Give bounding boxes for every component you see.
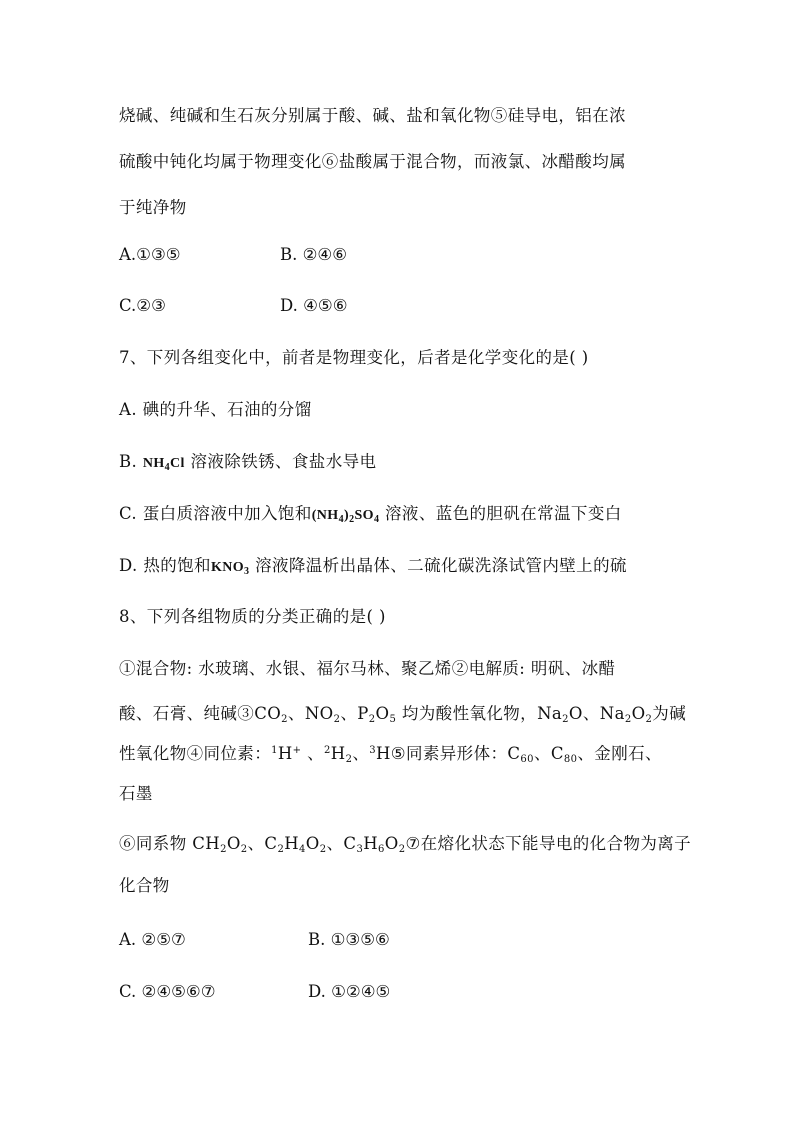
q7-option-b-text: 溶液除铁锈、食盐水导电 xyxy=(184,452,377,471)
q7-option-d-text: 溶液降温析出晶体、二硫化碳洗涤试管内壁上的硫 xyxy=(249,556,627,575)
q7-option-d-prefix: D. 热的饱和 xyxy=(119,556,211,575)
kno3-formula: $KNO_3$ xyxy=(210,560,250,577)
q8-option-c: C. ②④⑤⑥⑦ xyxy=(119,982,216,1001)
q7-option-a: A. 碘的升华、石油的分馏 xyxy=(119,400,312,419)
q6-option-d: D. ④⑤⑥ xyxy=(280,296,348,315)
q8-statement-line-1: ①混合物: 水玻璃、水银、福尔马林、聚乙烯②电解质: 明矾、冰醋 xyxy=(119,659,616,678)
q6-option-a: A.①③⑤ xyxy=(119,245,181,264)
q7-stem: 7、下列各组变化中，前者是物理变化，后者是化学变化的是( ) xyxy=(119,348,589,367)
q8-option-b: B. ①③⑤⑥ xyxy=(308,930,390,949)
q8-statement-line-6: 化合物 xyxy=(119,876,170,895)
q7-option-c-text: 溶液、蓝色的胆矾在常温下变白 xyxy=(379,504,622,523)
q8-option-a: A. ②⑤⑦ xyxy=(119,930,186,949)
q7-option-d xyxy=(119,554,627,580)
ammonium-sulfate-formula: $(NH_4)_2SO_4$ xyxy=(311,508,380,525)
q7-option-c-prefix: C. 蛋白质溶液中加入饱和 xyxy=(119,504,312,523)
prev-question-line-2: 硫酸中钝化均属于物理变化⑥盐酸属于混合物，而液氯、冰醋酸均属 xyxy=(119,152,626,171)
q7-option-b xyxy=(119,450,376,476)
nh4cl-formula: $NH_4Cl$ xyxy=(142,456,185,473)
q8-statement-line-4: 石墨 xyxy=(119,784,153,803)
q8-statement-line-5: ⑥同系物 $CH_2O_2$、$C_2H_4O_2$、$C_3H_6O_2⑦$在熔化状态下能导电的化合物为离子 xyxy=(119,834,692,855)
prev-question-line-3: 于纯净物 xyxy=(119,198,187,217)
q6-option-b: B. ②④⑥ xyxy=(280,245,347,264)
q8-statement-line-3: 性氧化物④同位素：$^1$H+ 、$^2H_2$、$^3$H⑤同素异形体：$C_{60}$、$C_{80}$、金刚石、 xyxy=(119,744,662,765)
q8-option-d: D. ①②④⑤ xyxy=(308,982,391,1001)
q8-statement-line-2: 酸、石膏、纯碱$③CO_2$、$NO_2$、$P_2O_5$ 均为酸性氧化物，$Na_2O$、$Na_2O_2$为碱 xyxy=(119,704,687,725)
q6-option-c: C.②③ xyxy=(119,296,166,315)
q8-stem: 8、下列各组物质的分类正确的是( ) xyxy=(119,607,386,626)
q7-option-c xyxy=(119,502,622,528)
q7-option-b-prefix: B. xyxy=(119,452,143,471)
prev-question-line-1: 烧碱、纯碱和生石灰分别属于酸、碱、盐和氧化物⑤硅导电，铝在浓 xyxy=(119,106,626,125)
